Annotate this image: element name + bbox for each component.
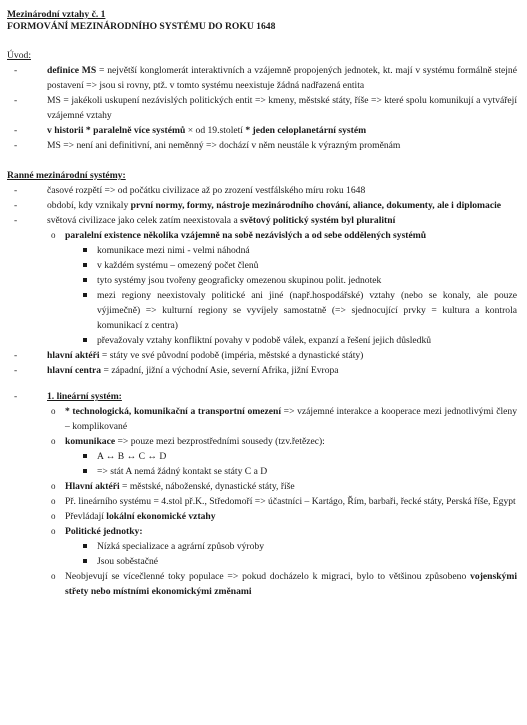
list-item: A ↔ B ↔ C ↔ D xyxy=(53,449,517,464)
list-item: převažovaly vztahy konfliktní povahy v podobě válek, expanzí a řešení jejich důsledků xyxy=(53,333,517,348)
list-item: o komunikace => pouze mezi bezprostředními sousedy (tzv.řetězec): A ↔ B ↔ C ↔ D => stát A nemá žádný kontakt se státy C a D xyxy=(32,434,517,479)
list-item: - MS => není ani definitivní, ani neměnný => dochází v něm neustále k výrazným proměnám xyxy=(14,140,401,151)
list-item: - definice MS = největší konglomerát interaktivních a vzájemně propojených jednotek, kt. mají v systému formálně stejné postavení => jsou si rovny, ptž. v tomto systému neexistuje žádná nadřazená entita xyxy=(14,65,517,91)
section-heading-rane: Ranné mezinárodní systémy: xyxy=(7,170,126,181)
rane-list xyxy=(7,183,517,378)
list-item: o * technologická, komunikační a transportní omezení => vzájemné interakce a kooperace mezi jednotlivými členy – komplikované xyxy=(51,406,517,432)
course-title: Mezinárodní vztahy č. 1 xyxy=(7,9,106,20)
list-item: Nízká specializace a agrární způsob výroby xyxy=(53,539,517,554)
list-item: o Př. lineárního systému = 4.stol př.K., Středomoří => účastníci – Kartágo, Řím, barbaři, řecké státy, Perská říše, Egypt xyxy=(51,496,516,507)
list-item: o Politické jednotky: Nízká specializace a agrární způsob výroby Jsou soběstačné xyxy=(32,524,517,569)
section-heading-uvod: Úvod: xyxy=(7,50,31,61)
list-item: - hlavní aktéři = státy ve své původní podobě (impéria, městské a dynastické státy) xyxy=(14,350,364,361)
list-item: mezi regiony neexistovaly politické ani jiné (např.hospodářské) vztahy (nebo se konaly, ale pouze výjimečně) => kulturní regiony se vyvíjely samostatně (=> sjednocující prvky = kultura a kontrola komunikací z centra) xyxy=(53,288,517,333)
list-item: - světová civilizace jako celek zatím neexistovala a světový politický systém byl pluralitní o paralelní existence několika vzájemně na sobě nezávislých a od sebe oddělených systémů komunikace mezi nimi - velmi náhodná v každém systému – omezený počet členů tyto systémy jsou tvořeny geograficky omezenou skupinou polit. jednotek mezi regiony neexistovaly politické ani jiné (např.hospodářské) vztahy (nebo se konaly, ale pouze výjimečně) => kulturní regiony se vyvíjely samostatně (=> sjednocující prvky = kultura a kontrola komunikací z centra) převažovaly vztahy konfliktní povahy v podobě válek, expanzí a řešení jejich důsledků xyxy=(14,215,517,346)
list-item: v každém systému – omezený počet členů xyxy=(53,258,517,273)
list-item: Jsou soběstačné xyxy=(53,554,517,569)
list-item: o Neobjevují se vícečlenné toky populace => pokud docházelo k migraci, bylo to většinou způsobeno vojenskými střety nebo místními ekonomickými změnami xyxy=(51,571,517,597)
list-item: o Hlavní aktéři = městské, náboženské, dynastické státy, říše xyxy=(51,481,295,492)
list-item: komunikace mezi nimi - velmi náhodná xyxy=(53,243,517,258)
list-item: o paralelní existence několika vzájemně na sobě nezávislých a od sebe oddělených systémů komunikace mezi nimi - velmi náhodná v každém systému – omezený počet členů tyto systémy jsou tvořeny geograficky omezenou skupinou polit. jednotek mezi regiony neexistovaly politické ani jiné (např.hospodářské) vztahy (nebo se konaly, ale pouze výjimečně) => kulturní regiony se vyvíjely samostatně (=> sjednocující prvky = kultura a kontrola komunikací z centra) převažovaly vztahy konfliktní povahy v podobě válek, expanzí a řešení jejich důsledků xyxy=(51,230,517,346)
list-item: - časové rozpětí => od počátku civilizace až po zrození vestfálského míru roku 1648 xyxy=(14,185,366,196)
uvod-list xyxy=(7,63,517,153)
list-item: - hlavní centra = západní, jižní a východní Asie, severní Afrika, jižní Evropa xyxy=(14,365,339,376)
list-item: tyto systémy jsou tvořeny geograficky omezenou skupinou polit. jednotek xyxy=(53,273,517,288)
list-item: - v historii * paralelně více systémů × od 19.století * jeden celoplanetární systém xyxy=(14,125,367,136)
list-item: - 1. lineární systém: o * technologická, komunikační a transportní omezení => vzájemné interakce a kooperace mezi jednotlivými členy – komplikované o komunikace => pouze mezi bezprostředními sousedy (tzv.řetězec): A ↔ B ↔ C ↔ D => stát A nemá žádný kontakt se státy C a D o Hlavní aktéři = městské, náboženské, dynastické státy, říše o Př. lineárního systému = 4.stol př.K., Středomoří => účastníci – Kartágo, Řím, barbaři, řecké státy, Perská říše, Egypt o Převládají lokální ekonomické vztahy o Politické jednotky: Nízká specializace a agrární způsob výroby Jsou soběstačné o Neobjevují se vícečlenné toky populace => pokud docházelo k migraci, bylo to většinou způsobeno vojenskými střety nebo místními ekonomickými změnami xyxy=(14,391,517,597)
list-item: => stát A nemá žádný kontakt se státy C a D xyxy=(53,464,517,479)
section-heading-linearni: 1. lineární systém: xyxy=(47,391,122,402)
list-item: - období, kdy vznikaly první normy, formy, nástroje mezinárodního chování, aliance, dokumenty, ale i diplomacie xyxy=(14,200,502,211)
list-item: o Převládají lokální ekonomické vztahy xyxy=(51,511,216,522)
list-item: - MS = jakékoli uskupení nezávislých politických entit => kmeny, městské státy, říše => které spolu komunikují a vytvářejí vzájemné vztahy xyxy=(14,95,517,121)
linearni-list xyxy=(7,389,517,599)
document-title: FORMOVÁNÍ MEZINÁRODNÍHO SYSTÉMU DO ROKU 1648 xyxy=(7,21,276,32)
